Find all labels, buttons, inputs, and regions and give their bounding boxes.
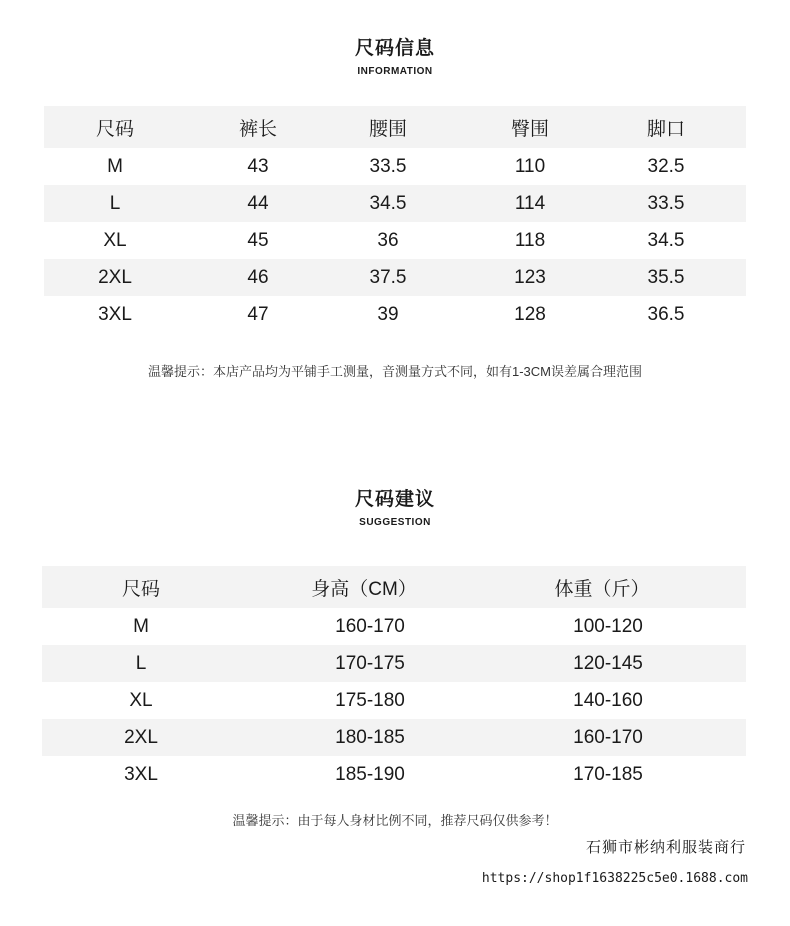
table-cell: L <box>135 652 147 674</box>
information-subtitle: INFORMATION <box>357 66 433 77</box>
table-cell: 2XL <box>124 726 158 748</box>
table-cell: XL <box>103 229 127 251</box>
header-cell: 体重（斤） <box>554 578 650 600</box>
table-cell: 100-120 <box>573 615 643 637</box>
header-cell: 身高（CM） <box>311 578 417 600</box>
suggestion-heading <box>0 484 790 528</box>
table-row <box>44 185 746 222</box>
shop-name: 石狮市彬纳利服装商行 <box>585 839 746 856</box>
header-cell: 脚口 <box>646 118 686 140</box>
table-cell: 114 <box>514 192 546 214</box>
information-heading <box>0 33 790 77</box>
table-row <box>42 719 746 756</box>
table-cell: 45 <box>247 229 269 251</box>
table-cell: 180-185 <box>335 726 405 748</box>
table-cell: 140-160 <box>573 689 643 711</box>
table-cell: M <box>107 155 123 177</box>
table-cell: 128 <box>514 303 546 325</box>
table-cell: 33.5 <box>647 192 685 214</box>
suggestion-subtitle: SUGGESTION <box>359 517 431 528</box>
table-row <box>42 682 746 719</box>
suggestion-title: 尺码建议 <box>354 489 435 510</box>
table-cell: 170-175 <box>335 652 405 674</box>
table-header-row <box>44 106 746 148</box>
table-cell: 118 <box>514 229 546 251</box>
table-cell: 39 <box>377 303 399 325</box>
table-cell: 47 <box>247 303 269 325</box>
table-cell: 123 <box>514 266 546 288</box>
table-cell: 43 <box>247 155 269 177</box>
table-cell: 46 <box>247 266 269 288</box>
shop-url: https://shop1f1638225c5e0.1688.com <box>481 871 748 886</box>
table-cell: 32.5 <box>647 155 685 177</box>
table-cell: 36.5 <box>647 303 685 325</box>
table-cell: M <box>133 615 149 637</box>
information-title: 尺码信息 <box>354 38 435 59</box>
table-cell: 35.5 <box>647 266 685 288</box>
table-cell: 185-190 <box>335 763 405 785</box>
table-cell: 110 <box>514 155 546 177</box>
table-cell: 120-145 <box>573 652 643 674</box>
table-cell: 3XL <box>124 763 158 785</box>
table-cell: 2XL <box>98 266 132 288</box>
header-cell: 臀围 <box>510 118 550 140</box>
suggestion-note: 温馨提示：由于每人身材比例不同，推荐尺码仅供参考！ <box>232 813 558 828</box>
information-table <box>44 106 746 333</box>
table-header-row <box>42 566 746 608</box>
table-row <box>44 296 746 333</box>
table-cell: 33.5 <box>369 155 407 177</box>
table-cell: 37.5 <box>369 266 407 288</box>
header-cell: 腰围 <box>368 118 408 140</box>
header-cell: 裤长 <box>238 118 278 140</box>
suggestion-table <box>42 566 746 793</box>
table-row <box>42 645 746 682</box>
header-cell: 尺码 <box>95 118 135 140</box>
table-cell: 34.5 <box>369 192 407 214</box>
table-row <box>44 222 746 259</box>
table-cell: 36 <box>377 229 399 251</box>
table-row <box>42 756 746 793</box>
information-note: 温馨提示：本店产品均为平铺手工测量，音测量方式不同，如有1-3CM误差属合理范围 <box>147 364 642 379</box>
table-cell: XL <box>129 689 153 711</box>
table-cell: 44 <box>247 192 269 214</box>
header-cell: 尺码 <box>121 578 161 600</box>
table-cell: 34.5 <box>647 229 685 251</box>
table-row <box>44 148 746 185</box>
table-row <box>44 259 746 296</box>
table-cell: 175-180 <box>335 689 405 711</box>
table-cell: 170-185 <box>573 763 643 785</box>
table-cell: 160-170 <box>573 726 643 748</box>
table-row <box>42 608 746 645</box>
table-cell: L <box>109 192 121 214</box>
table-cell: 3XL <box>98 303 132 325</box>
table-cell: 160-170 <box>335 615 405 637</box>
